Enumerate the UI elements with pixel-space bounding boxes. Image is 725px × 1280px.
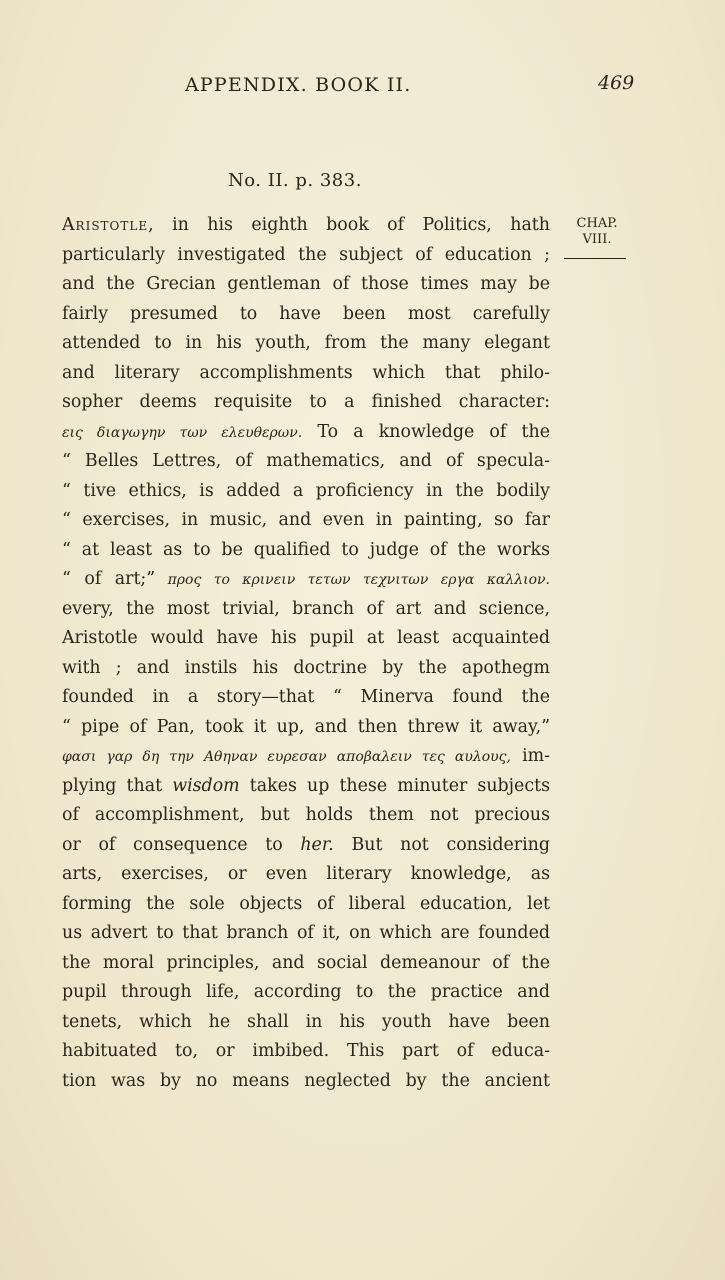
text-run: “ of art;” [62, 569, 156, 589]
text-run: , in his eighth book of Politics, hath [148, 215, 550, 235]
text-run: “ tive ethics, is added a proficiency in the bodily [62, 480, 550, 501]
greek-quotation: προς το κρινειν τετων τεχνιτων εργα καλλιον. [155, 572, 550, 588]
text-line [62, 1067, 550, 1097]
text-run: plying that [62, 775, 173, 796]
text-line [62, 654, 550, 684]
text-line [62, 713, 550, 743]
text-run: im- [510, 746, 550, 766]
text-run: us advert to that branch of it, on which are founded [62, 923, 550, 943]
text-line [62, 300, 550, 330]
text-run: forming the sole objects of liberal education, let [62, 893, 550, 914]
text-run: Aristotle would have his pupil at least acquainted [62, 628, 550, 648]
text-line [62, 1008, 550, 1038]
text-run: “ pipe of Pan, took it up, and then threw it away,” [62, 716, 550, 737]
text-run: attended to in his youth, from the many elegant [62, 333, 550, 353]
appendix-subheading: No. II. p. 383. [228, 170, 362, 191]
text-line [62, 890, 550, 920]
body-text [62, 211, 550, 1096]
text-run: But not considering [333, 834, 550, 855]
text-line [62, 1037, 550, 1067]
text-run: Aristotle [62, 215, 149, 235]
text-run: takes up these minuter subjects [239, 775, 551, 796]
text-line [62, 536, 550, 566]
text-line [62, 359, 550, 389]
text-line [62, 595, 550, 625]
text-line [62, 241, 550, 271]
text-line [62, 418, 550, 448]
margin-rule [564, 258, 626, 259]
text-line [62, 683, 550, 713]
text-run: the moral principles, and social demeanour of the [62, 952, 550, 973]
text-line [62, 860, 550, 890]
text-run: fairly presumed to have been most carefully [62, 303, 550, 324]
text-line [62, 978, 550, 1008]
text-run: “ exercises, in music, and even in painting, so far [62, 510, 550, 530]
text-line [62, 772, 550, 802]
text-run: or of consequence to [62, 834, 301, 855]
text-line [62, 329, 550, 359]
italic-word: wisdom [172, 775, 240, 796]
text-run: tion was by no means neglected by the ancient [62, 1070, 550, 1091]
chap-number: VIII. [582, 232, 612, 247]
text-line [62, 447, 550, 477]
text-run: sopher deems requisite to a finished character: [62, 392, 550, 412]
text-line [62, 270, 550, 300]
text-line [62, 506, 550, 536]
text-line [62, 801, 550, 831]
chap-label: CHAP. [576, 216, 618, 231]
greek-quotation: φασι γαρ δη την Αθηναν ευρεσαν αποβαλειν τες αυλους, [62, 749, 511, 765]
text-run: “ at least as to be qualified to judge of the works [62, 539, 550, 560]
text-run: tenets, which he shall in his youth have been [62, 1011, 550, 1032]
text-line [62, 388, 550, 418]
text-run: pupil through life, according to the practice and [62, 982, 550, 1002]
text-line [62, 831, 550, 861]
text-line [62, 477, 550, 507]
text-line [62, 565, 550, 595]
text-run: particularly investigated the subject of education ; [62, 244, 550, 265]
text-run: of accomplishment, but holds them not precious [62, 805, 550, 825]
text-run: and the Grecian gentleman of those times may be [62, 274, 550, 294]
text-run: founded in a story—that “ Minerva found the [62, 687, 550, 707]
italic-word: her. [300, 834, 334, 855]
text-line [62, 742, 550, 772]
text-line [62, 919, 550, 949]
running-head: APPENDIX. BOOK II. [185, 74, 412, 96]
text-run: with ; and instils his doctrine by the apothegm [62, 657, 550, 678]
text-run: “ Belles Lettres, of mathematics, and of specula- [62, 451, 550, 471]
text-run: To a knowledge of the [302, 421, 550, 442]
text-run: every, the most trivial, branch of art and science, [62, 598, 550, 619]
text-run: arts, exercises, or even literary knowledge, as [62, 864, 550, 884]
text-line [62, 211, 550, 241]
margin-note [566, 216, 628, 248]
page-number: 469 [598, 72, 635, 94]
greek-quotation: εις διαγωγην των ελευθερων. [62, 424, 303, 441]
text-line [62, 624, 550, 654]
text-run: and literary accomplishments which that philo- [62, 362, 550, 383]
text-run: habituated to, or imbibed. This part of educa- [62, 1041, 550, 1061]
text-line [62, 949, 550, 979]
